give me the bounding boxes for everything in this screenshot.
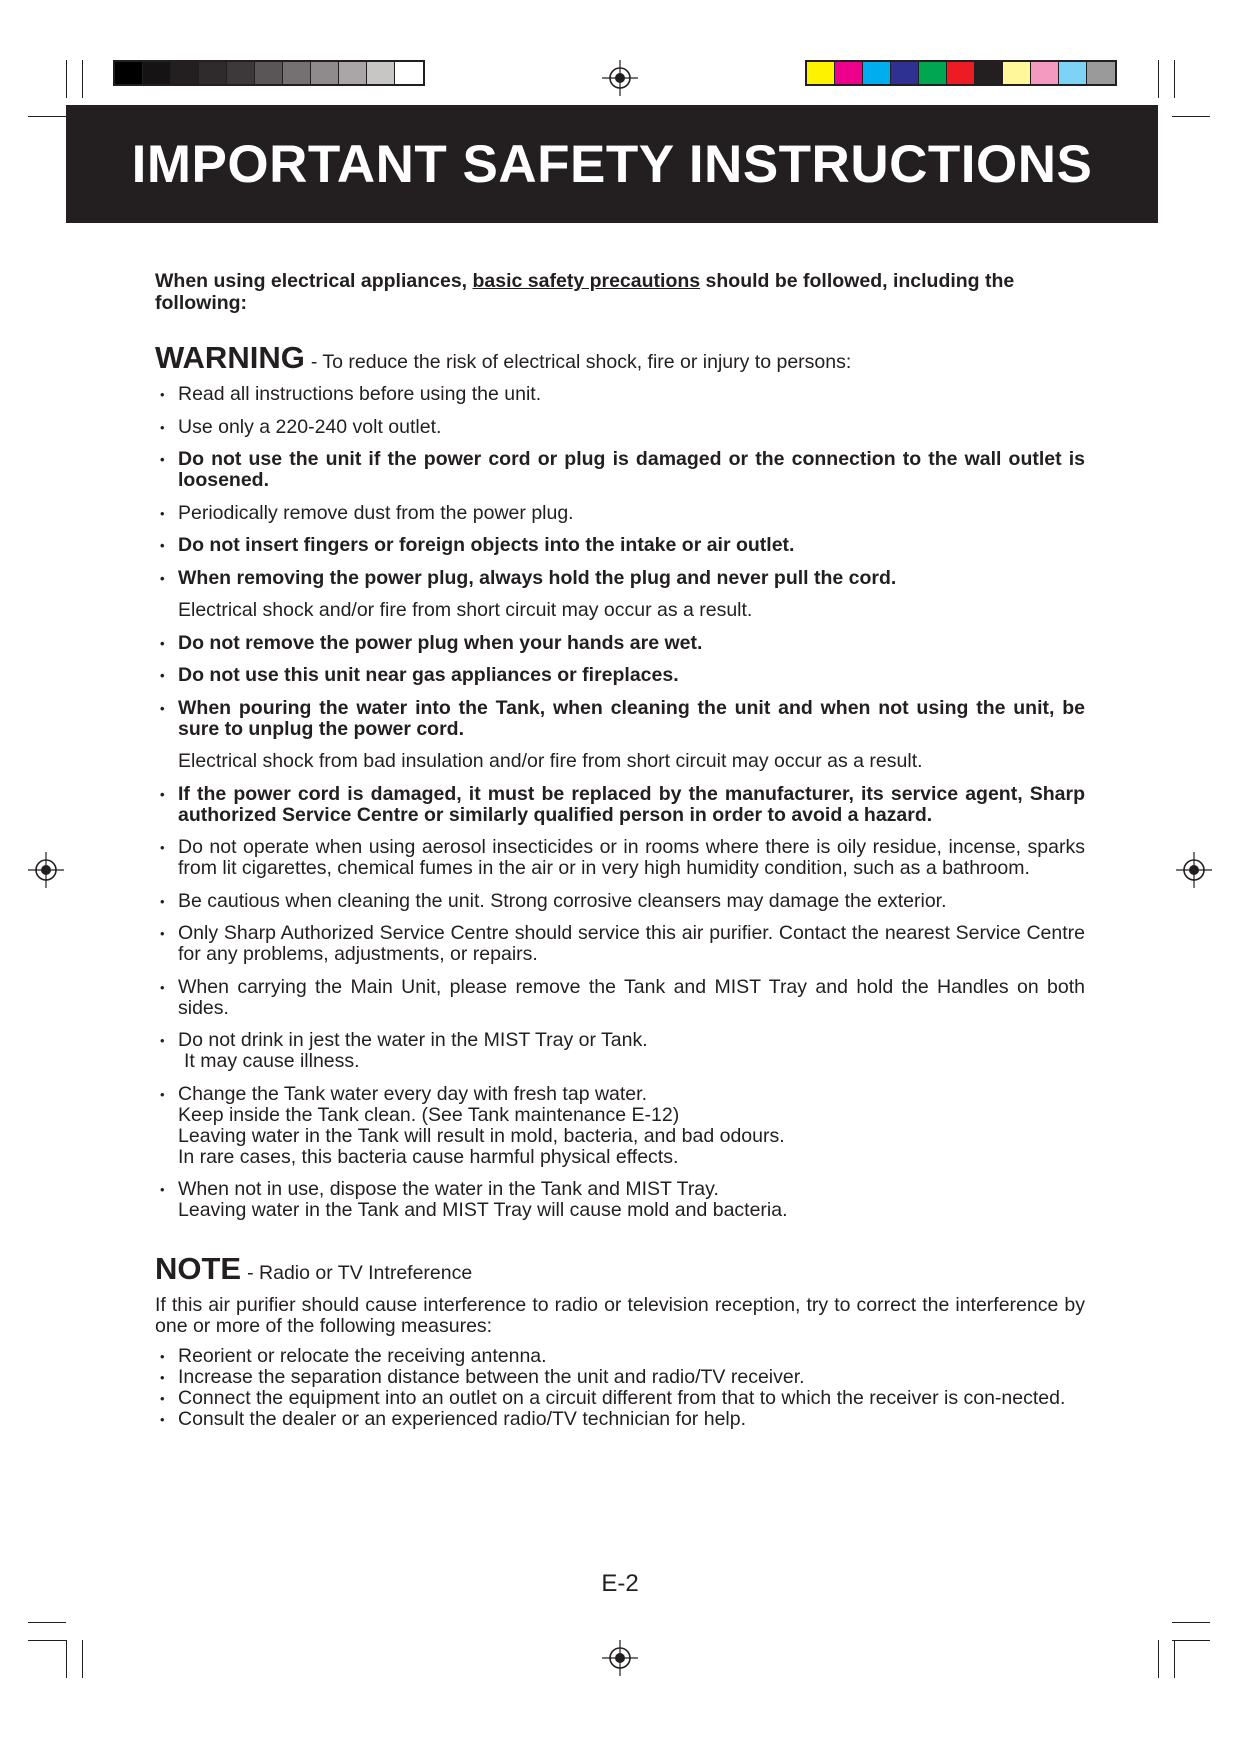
item-text: Use only a 220-240 volt outlet. (178, 415, 442, 438)
list-item (155, 837, 1085, 879)
note-section (155, 1251, 1085, 1430)
warning-subtitle: - To reduce the risk of electrical shock, fire or injury to persons: (310, 351, 852, 373)
list-item (155, 1179, 1085, 1221)
color-swatch (1031, 62, 1059, 84)
bullet-icon: • (160, 840, 165, 855)
registration-mark-icon (602, 60, 638, 96)
color-swatch (863, 62, 891, 84)
list-item (155, 568, 1085, 589)
item-text: Periodically remove dust from the power plug. (178, 501, 574, 524)
item-text: Do not use the unit if the power cord or plug is damaged or the connection to the wall outlet is loosened. (178, 448, 1085, 491)
color-swatch (115, 62, 143, 84)
page-number: E-2 (601, 1570, 639, 1597)
color-swatch (311, 62, 339, 84)
warning-label: WARNING (155, 340, 305, 375)
color-swatch (835, 62, 863, 84)
list-item (155, 1084, 1085, 1168)
item-text: When pouring the water into the Tank, when cleaning the unit and when not using the unit, be sure to unplug the power cord. (178, 696, 1085, 740)
intro-underlined: basic safety precautions (472, 270, 701, 292)
item-text: Do not operate when using aerosol insecticides or in rooms where there is oily residue, incense, sparks from lit cigarettes, chemical fumes in the air or in very high humidity condition, such as a bathroom. (178, 836, 1085, 879)
list-item (155, 417, 1085, 438)
item-text: Leaving water in the Tank and MIST Tray will cause mold and bacteria. (178, 1199, 788, 1221)
item-text: Do not remove the power plug when your hands are wet. (178, 631, 703, 654)
list-item (155, 1409, 1085, 1430)
bullet-icon: • (160, 570, 165, 586)
item-text: Connect the equipment into an outlet on a circuit different from that to which the receiver is con-nected. (178, 1387, 1066, 1409)
list-item (155, 1030, 1085, 1072)
bullet-icon: • (160, 505, 165, 521)
item-text: It may cause illness. (184, 1050, 360, 1072)
item-text: Consult the dealer or an experienced radio/TV technician for help. (178, 1408, 747, 1430)
list-item (155, 503, 1085, 524)
registration-mark-icon (28, 852, 64, 888)
color-swatch (367, 62, 395, 84)
bullet-icon: • (160, 1370, 165, 1385)
list-item (155, 784, 1085, 826)
color-swatch (947, 62, 975, 84)
bullet-icon: • (160, 635, 165, 651)
item-text: Read all instructions before using the unit. (178, 383, 542, 405)
color-swatch (199, 62, 227, 84)
list-item (155, 449, 1085, 491)
intro-before: When using electrical appliances, (155, 270, 473, 292)
note-list (155, 1346, 1085, 1430)
color-swatch (283, 62, 311, 84)
bullet-icon: • (160, 893, 165, 909)
list-item (155, 1367, 1085, 1388)
list-item (155, 891, 1085, 912)
item-text: Do not use this unit near gas appliances or fireplaces. (178, 664, 679, 686)
color-swatch (339, 62, 367, 84)
item-text: Electrical shock from bad insulation and/or fire from short circuit may occur as a result. (178, 750, 923, 772)
bullet-icon: • (160, 1086, 165, 1102)
main-content (155, 270, 1085, 1430)
list-item (155, 1388, 1085, 1409)
list-item (155, 977, 1085, 1019)
color-swatch (1087, 62, 1115, 84)
item-text: If the power cord is damaged, it must be replaced by the manufacturer, its service agent, Sharp authorized Service Centre or similarly qualified person in order to avoid a hazard. (178, 782, 1085, 826)
note-subtitle: - Radio or TV Intreference (247, 1262, 473, 1284)
warning-list (155, 384, 1085, 1221)
title-banner (66, 105, 1158, 223)
bullet-icon: • (160, 786, 165, 802)
bullet-icon: • (160, 1033, 165, 1048)
color-swatch (1059, 62, 1087, 84)
list-item (155, 384, 1085, 405)
item-text: Only Sharp Authorized Service Centre should service this air purifier. Contact the nearest Service Centre for any problems, adjustments, or repairs. (178, 922, 1085, 965)
item-text: Leaving water in the Tank will result in mold, bacteria, and bad odours. (178, 1124, 785, 1147)
note-heading (155, 1251, 1085, 1287)
color-swatch (171, 62, 199, 84)
color-swatch (1003, 62, 1031, 84)
item-text: Reorient or relocate the receiving antenna. (178, 1345, 547, 1367)
bullet-icon: • (160, 1349, 165, 1364)
item-text: Be cautious when cleaning the unit. Strong corrosive cleansers may damage the exterior. (178, 889, 947, 912)
item-text: When removing the power plug, always hold the plug and never pull the cord. (178, 566, 897, 589)
bullet-icon: • (160, 926, 165, 941)
bullet-icon: • (160, 700, 165, 716)
bullet-icon: • (160, 1412, 165, 1427)
list-item-continuation (155, 600, 1085, 621)
bullet-icon: • (160, 419, 165, 435)
list-item (155, 633, 1085, 654)
list-item (155, 665, 1085, 686)
note-paragraph: If this air purifier should cause interference to radio or television reception, try to correct the interference by one or more of the following measures: (155, 1294, 1085, 1337)
color-swatch (255, 62, 283, 84)
warning-heading (155, 340, 1085, 376)
bullet-icon: • (160, 452, 165, 467)
item-text: Change the Tank water every day with fresh tap water. (178, 1082, 647, 1105)
registration-mark-icon (1176, 852, 1212, 888)
color-swatch (395, 62, 423, 84)
item-text: Increase the separation distance between the unit and radio/TV receiver. (178, 1366, 805, 1388)
color-swatch (975, 62, 1003, 84)
color-calibration-bar (805, 60, 1117, 86)
item-text: When not in use, dispose the water in the Tank and MIST Tray. (178, 1178, 719, 1200)
list-item (155, 923, 1085, 965)
bullet-icon: • (160, 1182, 165, 1197)
bullet-icon: • (160, 979, 165, 995)
page-title: IMPORTANT SAFETY INSTRUCTIONS (131, 134, 1093, 194)
bullet-icon: • (160, 668, 165, 683)
gray-color-bar (113, 60, 425, 86)
list-item (155, 1346, 1085, 1367)
bullet-icon: • (160, 1391, 165, 1406)
color-swatch (919, 62, 947, 84)
item-text: Do not drink in jest the water in the MIST Tray or Tank. (178, 1029, 648, 1051)
item-text: When carrying the Main Unit, please remove the Tank and MIST Tray and hold the Handles on both sides. (178, 975, 1085, 1019)
bullet-icon: • (160, 387, 165, 402)
item-text: In rare cases, this bacteria cause harmful physical effects. (178, 1145, 679, 1168)
registration-mark-icon (602, 1640, 638, 1676)
list-item-continuation (155, 751, 1085, 772)
bullet-icon: • (160, 538, 165, 553)
intro-text (155, 270, 1085, 314)
list-item (155, 698, 1085, 740)
intro-after: should be followed, including the following: (155, 270, 1015, 314)
color-swatch (227, 62, 255, 84)
item-text: Keep inside the Tank clean. (See Tank maintenance E-12) (178, 1103, 680, 1126)
list-item (155, 535, 1085, 556)
item-text: Electrical shock and/or fire from short circuit may occur as a result. (178, 599, 753, 621)
item-text: Do not insert fingers or foreign objects into the intake or air outlet. (178, 534, 795, 556)
color-swatch (891, 62, 919, 84)
color-swatch (143, 62, 171, 84)
color-swatch (807, 62, 835, 84)
note-label: NOTE (155, 1251, 242, 1286)
